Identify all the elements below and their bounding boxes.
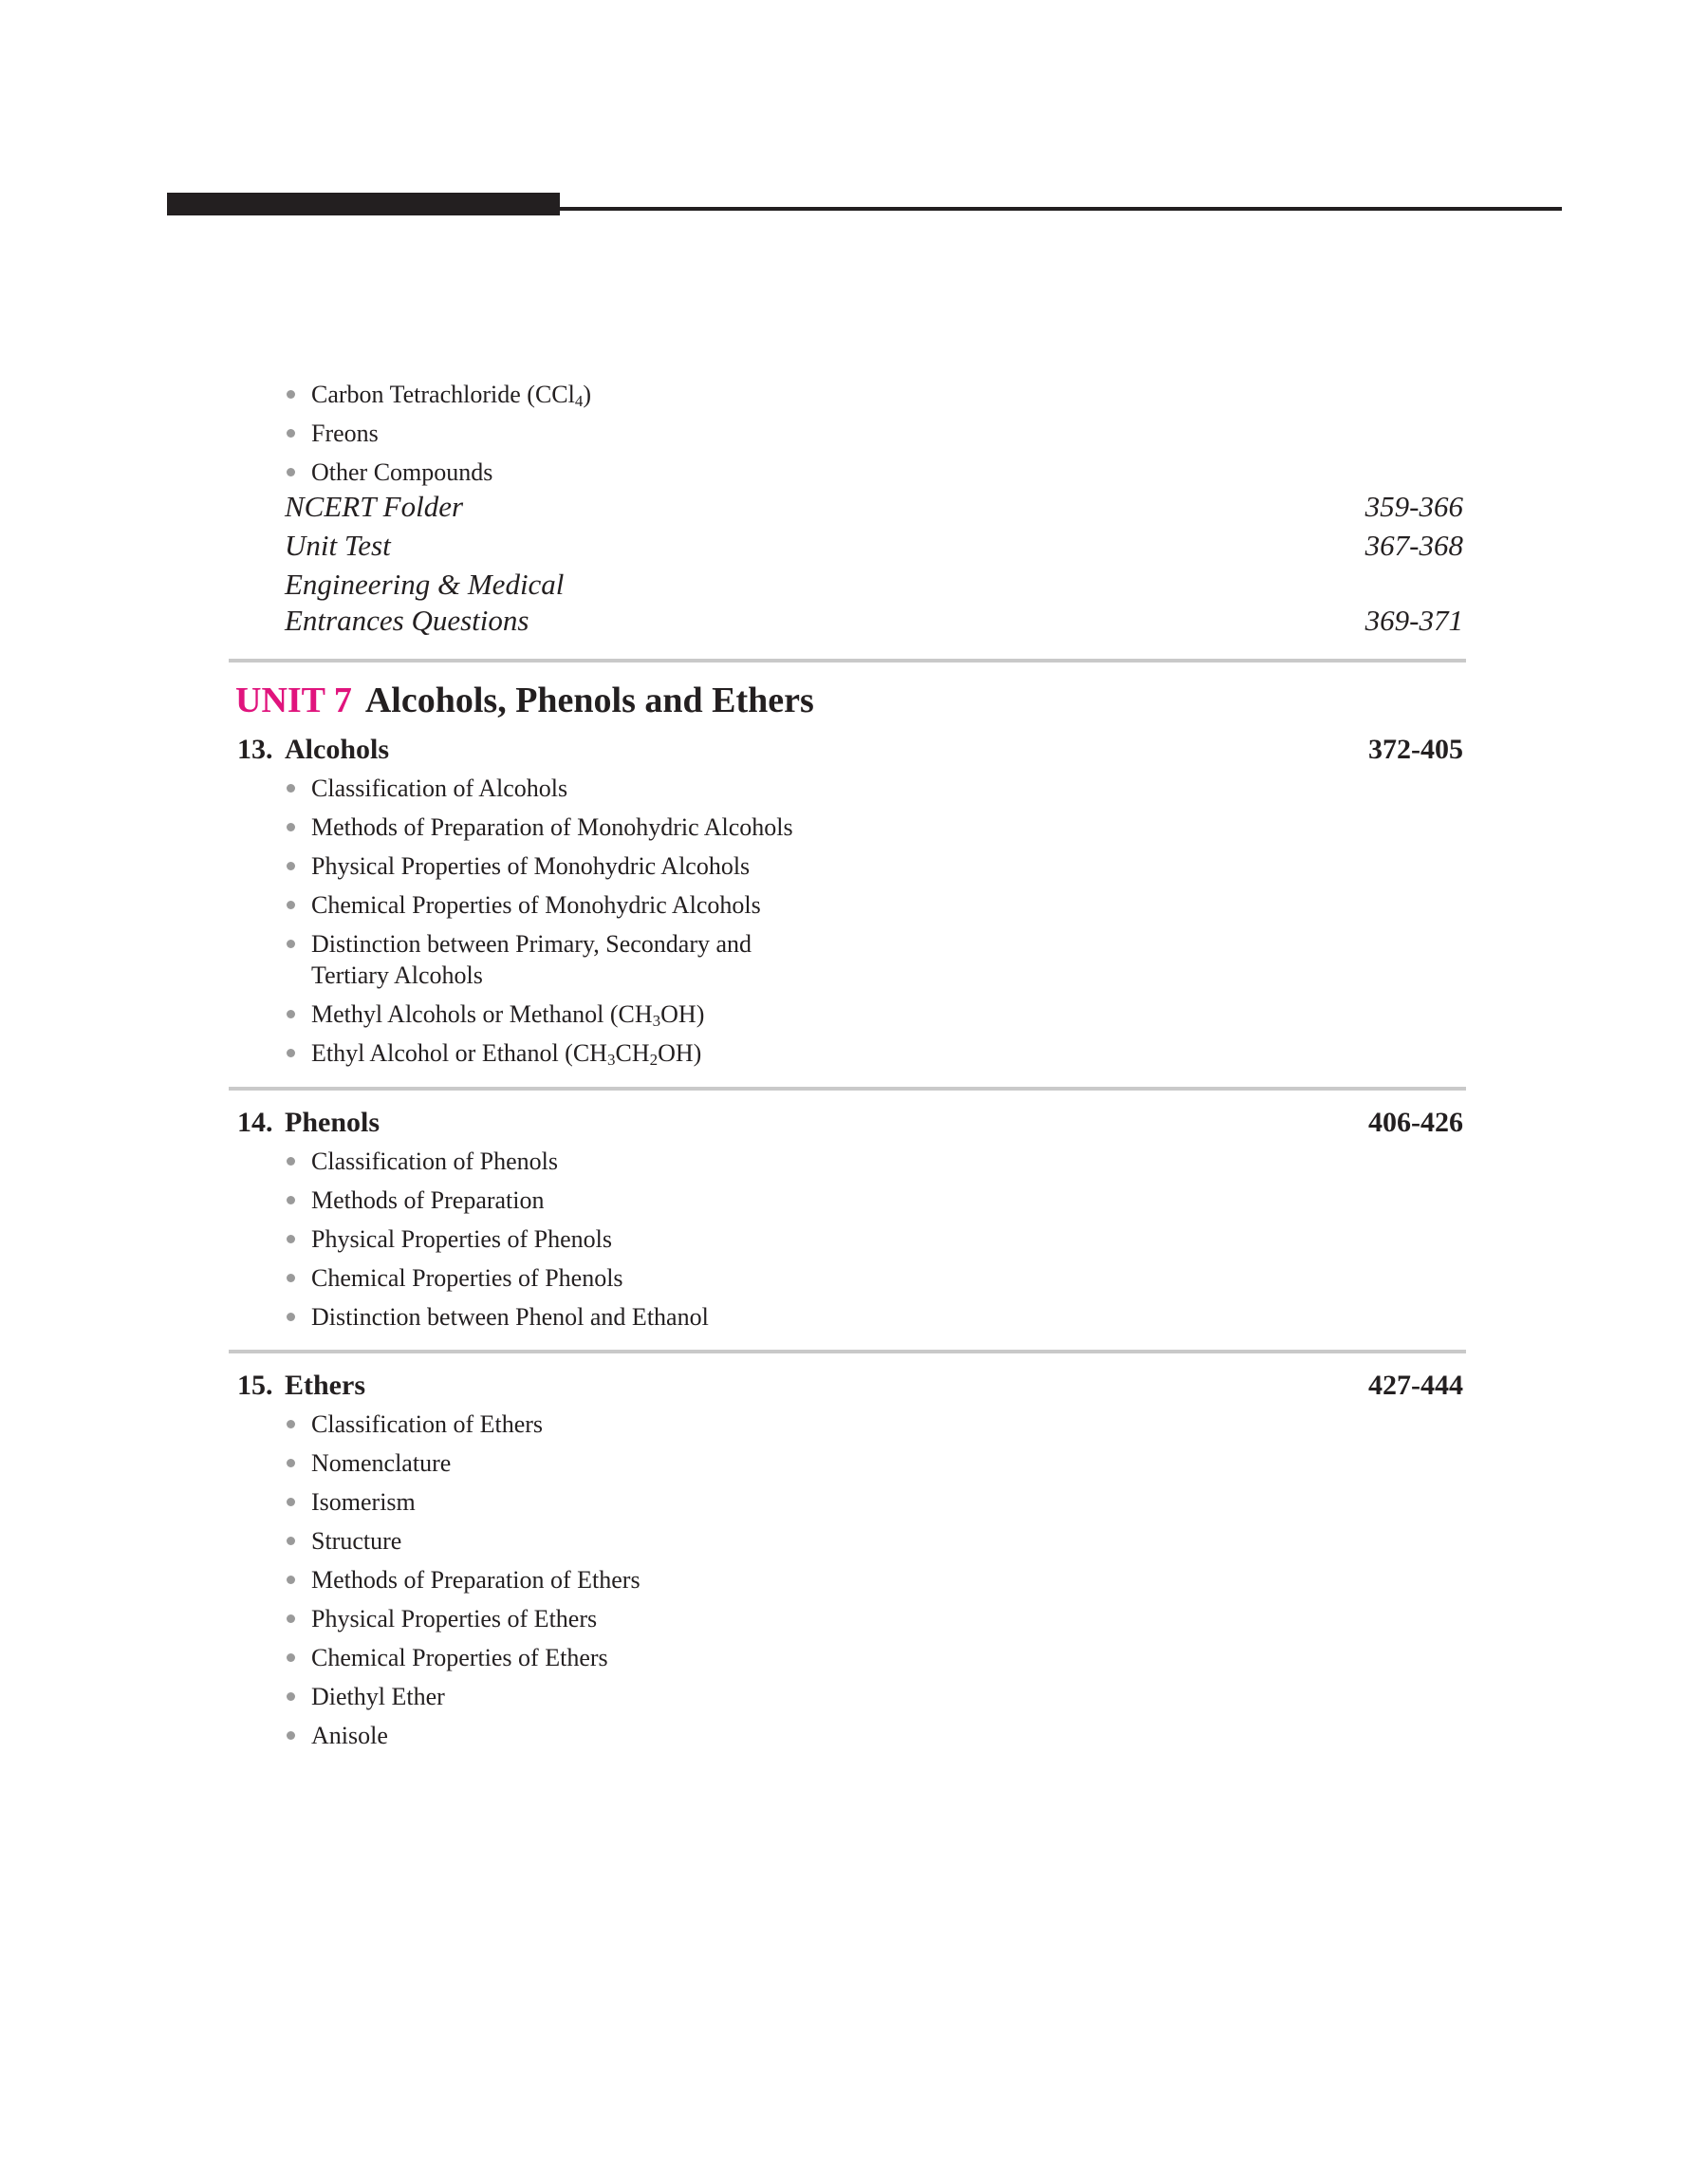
list-item: Diethyl Ether (285, 1677, 640, 1716)
continued-topic-list (285, 375, 591, 492)
chapter-title: Ethers (285, 1370, 365, 1401)
toc-entry-unit-test[interactable] (285, 528, 1463, 564)
list-item: Distinction between Phenol and Ethanol (285, 1297, 709, 1336)
list-item: Distinction between Primary, Secondary and Tertiary Alcohols (285, 928, 793, 991)
unit-title: Alcohols, Phenols and Ethers (364, 681, 814, 720)
section-divider (229, 659, 1466, 662)
chapter-number: 14. (237, 1107, 273, 1138)
list-item: Physical Properties of Phenols (285, 1220, 709, 1259)
list-item: Methyl Alcohols or Methanol $(CH_3OH)$ (285, 995, 793, 1034)
toc-entry-label: NCERT Folder (285, 490, 464, 523)
list-item: Classification of Ethers (285, 1405, 640, 1444)
chapter-number: 13. (237, 734, 273, 765)
chapter-heading-phenols[interactable] (237, 1104, 1463, 1142)
toc-entry-entrance-questions[interactable] (285, 567, 1463, 639)
chapter-topic-list (285, 1142, 709, 1336)
chapter-heading-ethers[interactable] (237, 1367, 1463, 1405)
list-item: Nomenclature (285, 1444, 640, 1483)
chapter-pages: 372-405 (1368, 734, 1463, 765)
chapter-topic-list (285, 1405, 640, 1755)
unit-heading (235, 680, 814, 721)
toc-entry-label: Unit Test (285, 529, 391, 562)
chapter-heading-alcohols[interactable] (237, 731, 1463, 769)
toc-entry-pages: 369-371 (1365, 604, 1463, 637)
list-item: Methods of Preparation of Ethers (285, 1560, 640, 1599)
list-item: Chemical Properties of Ethers (285, 1638, 640, 1677)
toc-entry-pages: 359-366 (1365, 490, 1463, 523)
list-item: Physical Properties of Ethers (285, 1599, 640, 1638)
list-item: Classification of Phenols (285, 1142, 709, 1181)
list-item: Anisole (285, 1716, 640, 1755)
section-divider (229, 1350, 1466, 1353)
toc-entry-label-line-2: Entrances Questions (285, 604, 529, 637)
toc-entry-pages: 367-368 (1365, 529, 1463, 562)
chapter-title: Phenols (285, 1107, 381, 1138)
section-divider (229, 1087, 1466, 1091)
list-item: Chemical Properties of Phenols (285, 1259, 709, 1297)
list-item: Physical Properties of Monohydric Alcohols (285, 847, 793, 886)
list-item: Chemical Properties of Monohydric Alcohols (285, 886, 793, 924)
list-item: Carbon Tetrachloride (CCl$_4$) (285, 375, 591, 414)
toc-entry-label (285, 567, 564, 639)
toc-entry-label-line-1: Engineering & Medical (285, 568, 565, 601)
list-item: Methods of Preparation of Monohydric Alcohols (285, 808, 793, 847)
toc-entry-ncert-folder[interactable] (285, 489, 1463, 525)
list-item: Ethyl Alcohol or Ethanol $(CH_3CH_2OH)$ (285, 1034, 793, 1073)
list-item: Methods of Preparation (285, 1181, 709, 1220)
list-item: Freons (285, 414, 591, 453)
list-item: Other Compounds (285, 453, 591, 492)
chapter-number: 15. (237, 1370, 273, 1401)
chapter-topic-list (285, 769, 793, 1073)
chapter-pages: 427-444 (1368, 1370, 1463, 1401)
list-item: Classification of Alcohols (285, 769, 793, 808)
chapter-pages: 406-426 (1368, 1107, 1463, 1138)
list-item: Isomerism (285, 1483, 640, 1521)
list-item: Structure (285, 1521, 640, 1560)
unit-number: UNIT 7 (235, 681, 352, 720)
chapter-title: Alcohols (285, 734, 390, 765)
